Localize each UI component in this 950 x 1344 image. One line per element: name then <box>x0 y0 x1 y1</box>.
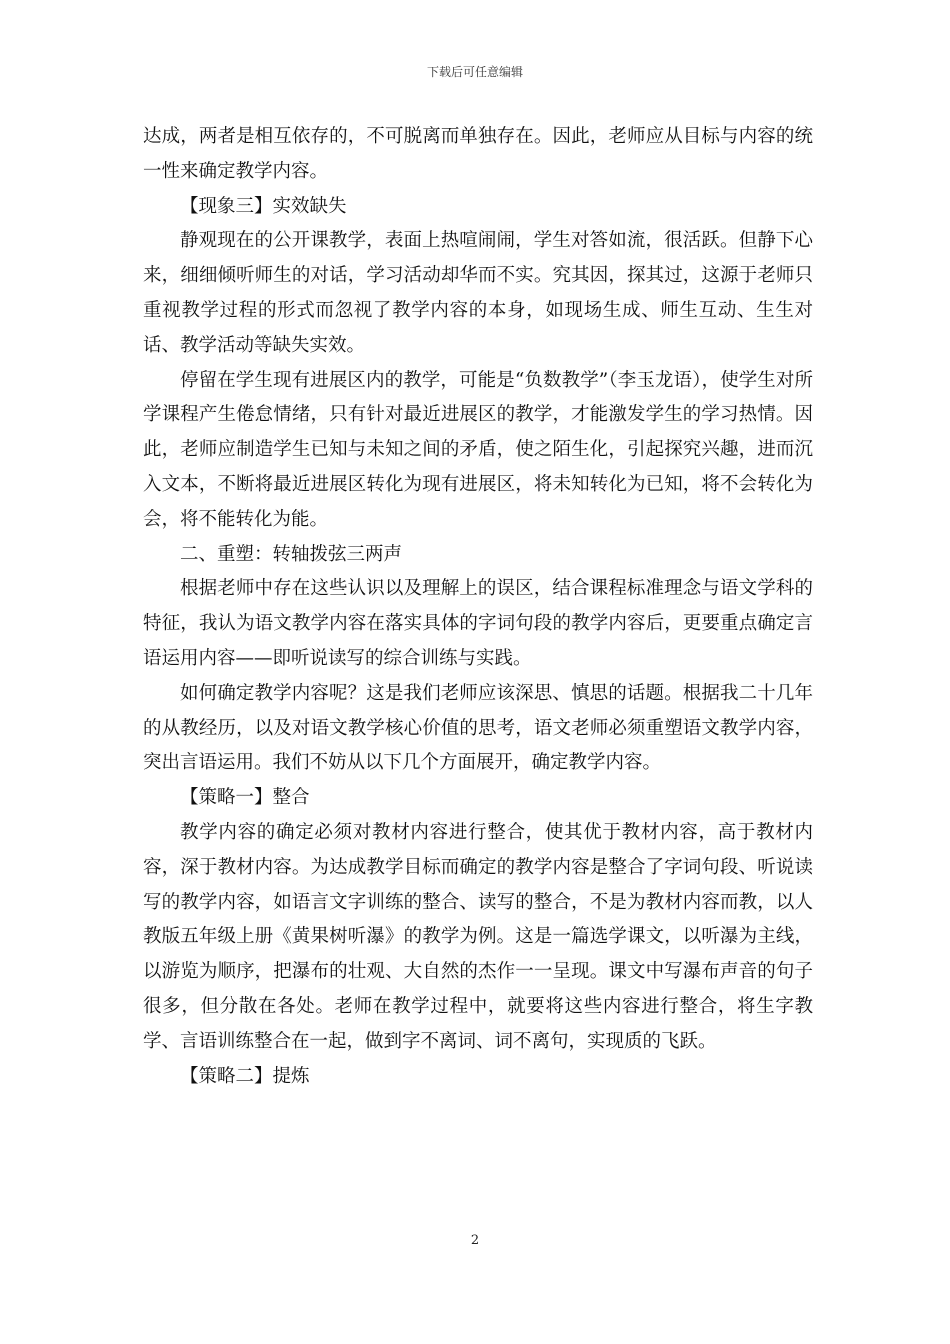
paragraph: 如何确定教学内容呢？这是我们老师应该深思、慎思的话题。根据我二十几年的从教经历，以及对语文教学核心价值的思考，语文老师必须重塑语文教学内容，突出言语运用。我们不妨从以下几个方面展开，确定教学内容。 <box>143 682 813 774</box>
section-heading-strategy-two: 【策略二】提炼 <box>180 1065 310 1087</box>
paragraph: 静观现在的公开课教学，表面上热喧闹闹，学生对答如流，很活跃。但静下心来，细细倾听师生的对话，学习活动却华而不实。究其因，探其过，这源于老师只重视教学过程的形式而忽视了教学内容的本身，如现场生成、师生互动、生生对话、教学活动等缺失实效。 <box>143 230 813 356</box>
document-body <box>143 120 813 1094</box>
page-header: 下载后可任意编辑 <box>426 65 523 79</box>
paragraph: 教学内容的确定必须对教材内容进行整合，使其优于教材内容，高于教材内容，深于教材内容。为达成教学目标而确定的教学内容是整合了字词句段、听说读写的教学内容，如语言文字训练的整合、读写的整合，不是为教材内容而教，以人教版五年级上册《黄果树听瀑》的教学为例。这是一篇选学课文，以听瀑为主线，以游览为顺序，把瀑布的壮观、大自然的杰作一一呈现。课文中写瀑布声音的句子很多，但分散在各处。老师在教学过程中，就要将这些内容进行整合，将生字教学、言语训练整合在一起，做到字不离词、词不离句，实现质的飞跃。 <box>143 821 813 1052</box>
section-heading-strategy-one: 【策略一】整合 <box>180 787 310 809</box>
section-heading-reshape: 二、重塑：转轴拨弦三两声 <box>180 543 403 565</box>
paragraph: 根据老师中存在这些认识以及理解上的误区，结合课程标准理念与语文学科的特征，我认为语文教学内容在落实具体的字词句段的教学内容后，更要重点确定言语运用内容——即听说读写的综合训练与实践。 <box>143 578 813 669</box>
paragraph-continuation: 达成，两者是相互依存的，不可脱离而单独存在。因此，老师应从目标与内容的统一性来确定教学内容。 <box>143 126 813 182</box>
paragraph: 停留在学生现有进展区内的教学，可能是“负数教学”（李玉龙语），使学生对所学课程产生倦怠情绪，只有针对最近进展区的教学，才能激发学生的学习热情。因此，老师应制造学生已知与未知之间的矛盾，使之陌生化，引起探究兴趣，进而沉入文本，不断将最近进展区转化为现有进展区，将未知转化为已知，将不会转化为会，将不能转化为能。 <box>143 369 813 530</box>
page-number: 2 <box>470 1233 480 1248</box>
section-heading-phenomenon-three: 【现象三】实效缺失 <box>180 195 347 217</box>
